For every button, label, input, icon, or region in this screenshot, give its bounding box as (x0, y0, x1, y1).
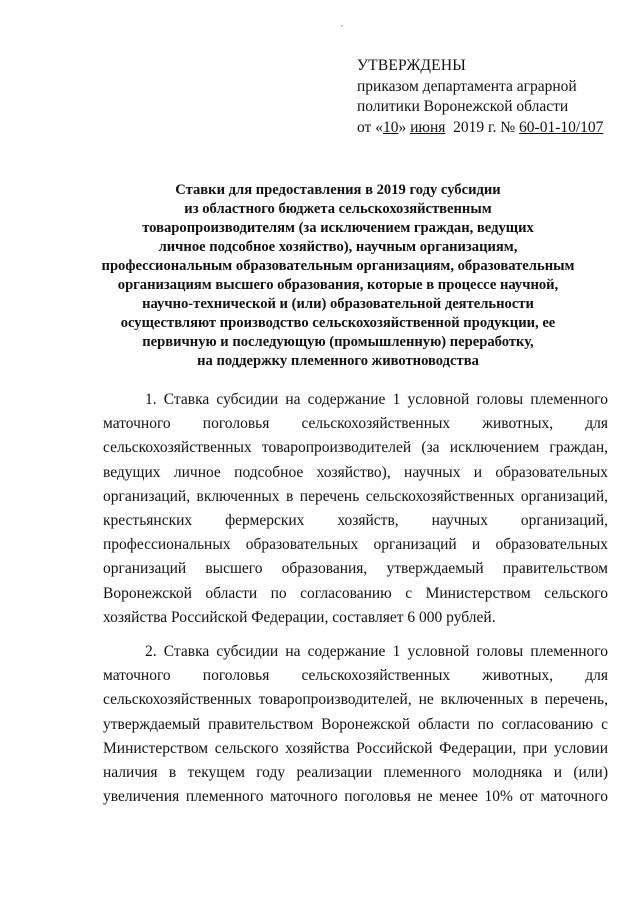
title-line: научно-технической и (или) образовательной деятельности (142, 296, 534, 312)
paragraph-line: маточного поголовья сельскохозяйственных животных, для (103, 667, 608, 685)
paragraph-2 (103, 640, 608, 809)
title-line: на поддержку племенного животноводства (197, 353, 479, 369)
title-line: первичную и последующую (промышленную) переработку, (142, 334, 534, 350)
paragraph-line: утверждаемый правительством Воронежской области по согласованию с (103, 715, 608, 733)
paragraph-line: хозяйства Российской Федерации, составляет 6 000 рублей. (103, 608, 496, 626)
paragraph-line: наличия в текущем году реализации племенного молодняка и (или) (103, 764, 608, 782)
title-line: из областного бюджета сельскохозяйственным (184, 201, 492, 217)
approval-heading: УТВЕРЖДЕНЫ (357, 57, 466, 74)
paragraph-1 (103, 388, 608, 630)
paragraph-line: Воронежской области по согласованию с Министерством сельского (103, 584, 608, 602)
title-line: осуществляют производство сельскохозяйственной продукции, ее (120, 315, 556, 331)
document-body (103, 388, 608, 809)
paragraph-line: Министерством сельского хозяйства Российской Федерации, при условии (103, 739, 608, 757)
title-line: Ставки для предоставления в 2019 году субсидии (175, 182, 501, 198)
paragraph-line: маточного поголовья сельскохозяйственных животных, для (103, 415, 608, 433)
scan-speck (341, 25, 343, 27)
paragraph-line: сельскохозяйственных товаропроизводителей (за исключением граждан, (103, 439, 608, 457)
date-day: 10 (382, 118, 399, 136)
document-title (100, 181, 576, 371)
paragraph-line: сельскохозяйственных товаропроизводителей, не включенных в перечень, (103, 691, 608, 709)
title-line: товаропроизводителям (за исключением граждан, ведущих (142, 220, 534, 236)
date-prefix: от « (357, 118, 383, 136)
approval-stamp (357, 56, 627, 138)
title-line: профессиональным образовательным организациям, образовательным (101, 258, 575, 274)
approval-line-1: приказом департамента аграрной (357, 77, 577, 95)
title-line: организациям высшего образования, которые в процессе научной, (117, 277, 559, 293)
approval-line-2: политики Воронежской области (357, 98, 569, 115)
date-mid: » (398, 118, 411, 136)
paragraph-line: ведущих личное подсобное хозяйство), научных и образовательных (103, 463, 608, 481)
approval-date-line (357, 118, 627, 139)
paragraph-line: крестьянских фермерских хозяйств, научных организаций, (103, 512, 608, 530)
order-number: 60-01-10/107 (519, 118, 604, 136)
date-suffix: 2019 г. № (445, 118, 520, 136)
paragraph-line: увеличения племенного маточного поголовья не менее 10% от маточного (103, 788, 608, 806)
paragraph-line: 2. Ставка субсидии на содержание 1 условной головы племенного (145, 643, 608, 661)
date-month: июня (410, 118, 446, 136)
title-line: личное подсобное хозяйство), научным организациям, (158, 239, 518, 255)
paragraph-line: организаций, включенных в перечень сельскохозяйственных организаций, (103, 487, 608, 505)
paragraph-line: организаций высшего образования, утверждаемый правительством (103, 560, 608, 578)
paragraph-line: профессиональных образовательных организаций и образовательных (103, 536, 608, 554)
paragraph-line: 1. Ставка субсидии на содержание 1 условной головы племенного (145, 391, 608, 408)
